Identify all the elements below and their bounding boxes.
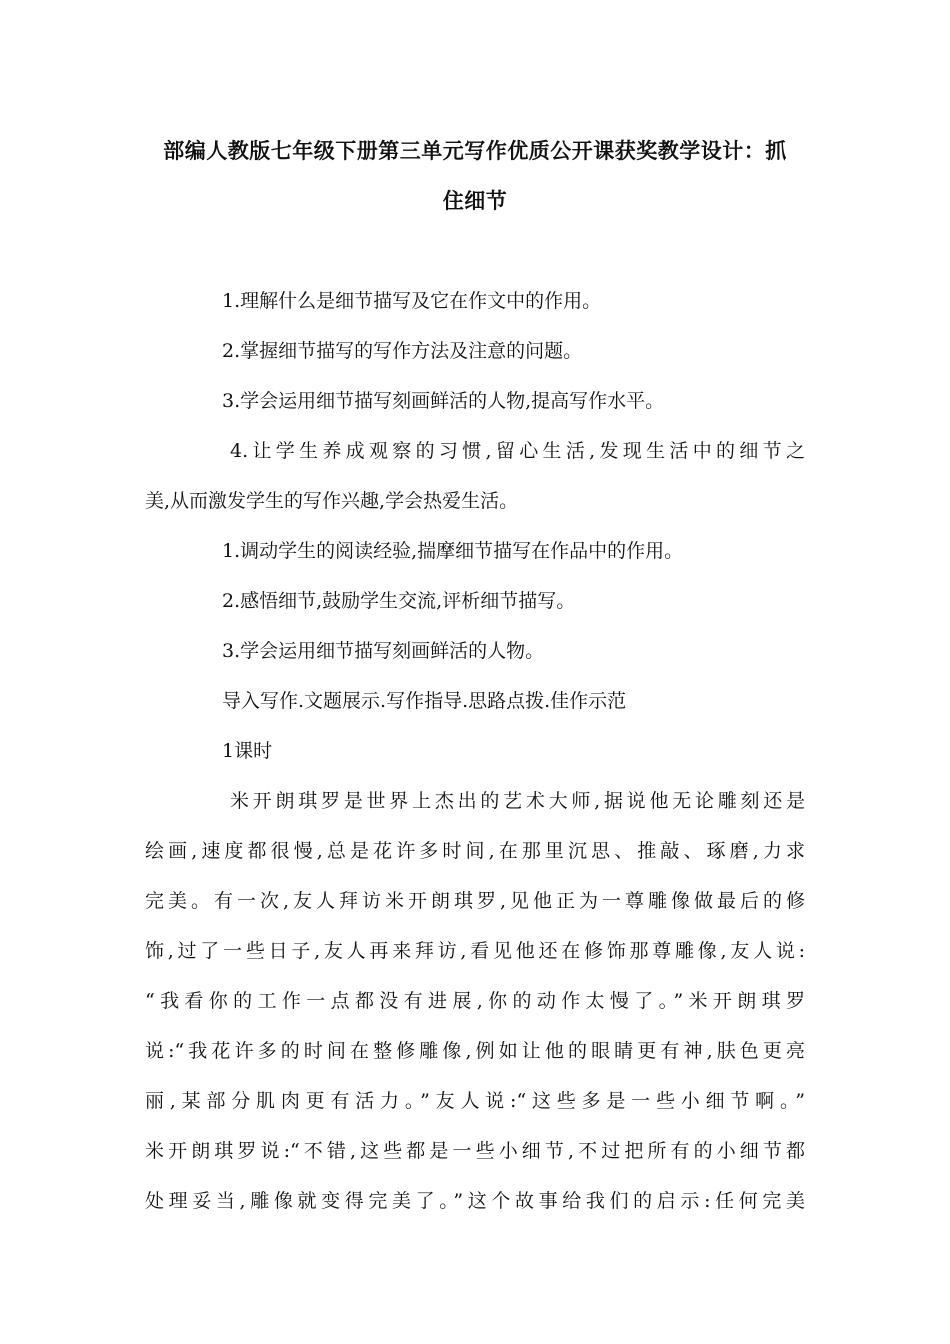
page-title-line-1: 部编人教版七年级下册第三单元写作优质公开课获奖教学设计：抓 — [163, 139, 787, 163]
story-line-8: 米开朗琪罗说:“不错,这些都是一些小细节,不过把所有的小细节都 — [145, 1140, 805, 1162]
story-line-1: 米开朗琪罗是世界上杰出的艺术大师,据说他无论雕刻还是 — [230, 790, 805, 812]
objective-4-line-1: 4.让学生养成观察的习惯,留心生活,发现生活中的细节之 — [230, 440, 805, 462]
focus-2: 2.感悟细节,鼓励学生交流,评析细节描写。 — [222, 590, 576, 612]
class-hours: 1课时 — [222, 740, 273, 762]
story-line-2: 绘画,速度都很慢,总是花许多时间,在那里沉思、推敲、琢磨,力求 — [145, 840, 805, 862]
story-line-5: “我看你的工作一点都没有进展,你的动作太慢了。”米开朗琪罗 — [145, 990, 805, 1012]
teaching-process: 导入写作.文题展示.写作指导.思路点拨.佳作示范 — [222, 690, 627, 712]
focus-1: 1.调动学生的阅读经验,揣摩细节描写在作品中的作用。 — [222, 540, 684, 562]
page-title-line-2: 住细节 — [442, 189, 508, 213]
focus-3: 3.学会运用细节描写刻画鲜活的人物。 — [222, 640, 545, 662]
objective-1: 1.理解什么是细节描写及它在作文中的作用。 — [222, 290, 602, 312]
story-line-3: 完美。有一次,友人拜访米开朗琪罗,见他正为一尊雕像做最后的修 — [145, 890, 805, 912]
story-line-6: 说:“我花许多的时间在整修雕像,例如让他的眼睛更有神,肤色更亮 — [145, 1040, 805, 1062]
story-line-7: 丽,某部分肌肉更有活力。”友人说:“这些多是一些小细节啊。” — [145, 1090, 805, 1112]
objective-3: 3.学会运用细节描写刻画鲜活的人物,提高写作水平。 — [222, 390, 665, 412]
story-line-9: 处理妥当,雕像就变得完美了。”这个故事给我们的启示:任何完美 — [145, 1190, 805, 1212]
objective-4-line-2: 美,从而激发学生的写作兴趣,学会热爱生活。 — [145, 490, 519, 512]
objective-2: 2.掌握细节描写的写作方法及注意的问题。 — [222, 340, 583, 362]
story-line-4: 饰,过了一些日子,友人再来拜访,看见他还在修饰那尊雕像,友人说: — [145, 940, 805, 962]
